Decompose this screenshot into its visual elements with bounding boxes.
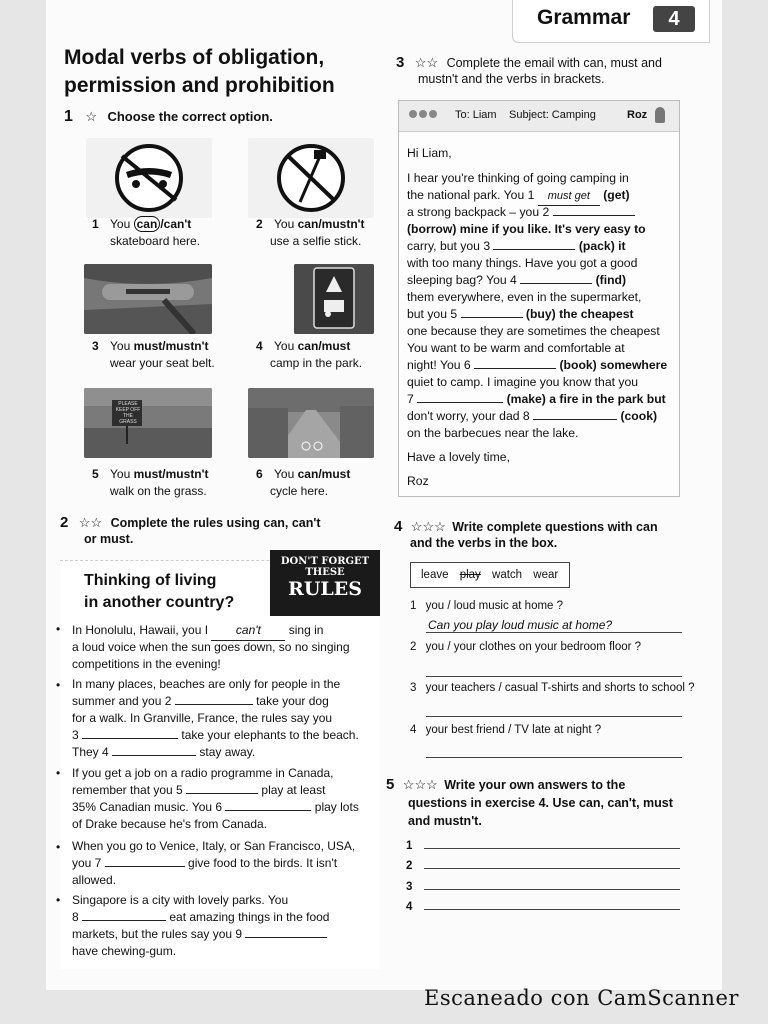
bullet: • <box>56 840 61 854</box>
word-box-item: leave <box>421 569 449 581</box>
rule-text: give food to the birds. It isn't <box>188 856 338 870</box>
ex1-item-6 <box>256 466 406 500</box>
email-greeting: Hi Liam, <box>407 146 452 160</box>
verb-hint: (cook) <box>620 409 658 423</box>
rules-heading-line-1: Thinking of living <box>84 572 217 589</box>
item-number: 1 <box>92 217 99 231</box>
rule-text: 35% Canadian music. You 6 <box>72 800 226 814</box>
exercise-instruction: Choose the correct option. <box>107 109 273 124</box>
rule-text: take your dog <box>256 694 329 708</box>
exercise-number: 4 <box>394 518 403 535</box>
rule-line: of Drake because he's from Canada. <box>72 817 268 831</box>
item-line-2: cycle here. <box>270 484 329 498</box>
word-box-item-used: play <box>459 569 481 581</box>
rules-heading-line-2: in another country? <box>84 594 235 611</box>
email-signature: Roz <box>407 474 429 488</box>
exercise-5-heading <box>386 776 696 830</box>
rule-line: have chewing-gum. <box>72 944 177 958</box>
question-number: 4 <box>410 724 417 736</box>
ex1-item-3 <box>92 338 242 372</box>
email-line-gap-6 <box>407 357 667 374</box>
ex1-item-2 <box>256 216 406 250</box>
ex4-question-4 <box>410 724 601 736</box>
item-text: You <box>274 339 298 353</box>
option-can[interactable]: can <box>297 339 319 353</box>
item-number: 3 <box>92 339 99 353</box>
exercise-3-heading <box>396 54 696 86</box>
separator: / <box>162 467 166 481</box>
rule-text: sing in <box>288 623 324 637</box>
email-line <box>407 221 646 238</box>
email-line: quiet to camp. I imagine you know that you <box>407 375 639 389</box>
rule-line <box>72 744 362 762</box>
option-must[interactable]: must <box>321 339 351 353</box>
answer-line-3[interactable] <box>426 716 682 717</box>
answer-gap-6[interactable] <box>474 368 556 369</box>
rule-gap-7[interactable] <box>105 866 185 867</box>
answer-number: 3 <box>406 881 413 893</box>
ex5-answer-line-3[interactable] <box>424 889 680 890</box>
unit-number-badge: 4 <box>653 6 695 32</box>
question-number: 3 <box>410 682 417 694</box>
rule-text: play at least <box>261 783 326 797</box>
rule-line: allowed. <box>72 873 117 887</box>
page-title <box>64 44 335 100</box>
instruction-line-1: Write complete questions with can <box>452 520 658 534</box>
email-line: You want to be warm and comfortable at <box>407 341 625 355</box>
item-text: You <box>110 339 134 353</box>
item-line-2: skateboard here. <box>110 234 201 248</box>
exercise-number: 3 <box>396 54 405 71</box>
cycle-lane-photo <box>248 388 374 458</box>
option-can[interactable]: can <box>134 216 161 232</box>
rule-text: you 7 <box>72 856 105 870</box>
answer-gap-4[interactable] <box>520 283 592 284</box>
campsite-sign-photo <box>294 264 374 334</box>
separator: / <box>318 467 322 481</box>
no-skateboarding-sign <box>86 138 212 218</box>
answer-line-1[interactable] <box>426 618 682 633</box>
rule-gap-1[interactable]: can't <box>211 622 285 641</box>
email-to: To: Liam <box>455 109 497 121</box>
email-line: with too many things. Have you got a good <box>407 256 638 270</box>
exercise-4-heading <box>394 518 694 550</box>
option-must[interactable]: must <box>133 339 163 353</box>
rule-line <box>72 855 362 873</box>
option-mustnt[interactable]: mustn't <box>321 217 365 231</box>
section-tab <box>512 0 710 43</box>
rule-gap-2[interactable] <box>175 704 253 705</box>
item-number: 4 <box>256 339 263 353</box>
rule-line <box>72 622 362 641</box>
word-box-item: wear <box>533 569 559 581</box>
instruction-line-1: Complete the rules using can, can't <box>110 516 321 530</box>
rule-gap-3[interactable] <box>82 738 178 739</box>
car-ceiling-photo <box>84 264 212 334</box>
email-line: on the barbecues near the lake. <box>407 426 579 440</box>
rule-gap-5[interactable] <box>186 793 258 794</box>
question-prompt: you / loud music at home ? <box>425 600 564 612</box>
title-line-1: Modal verbs of obligation, <box>64 46 325 69</box>
rule-text: summer and you 2 <box>72 694 175 708</box>
verb-hint: (book) somewhere <box>559 358 668 372</box>
question-prompt: you / your clothes on your bedroom floor ? <box>425 641 642 653</box>
rule-text: eat amazing things in the food <box>169 910 330 924</box>
rule-text: stay away. <box>199 745 256 759</box>
separator: / <box>318 217 322 231</box>
scanner-watermark: Escaneado con CamScanner <box>424 986 739 1010</box>
option-can[interactable]: can <box>297 217 319 231</box>
item-line-2: wear your seat belt. <box>110 356 215 370</box>
difficulty-stars: ☆ <box>85 109 98 124</box>
answer-gap-5[interactable] <box>461 317 523 318</box>
rule-line <box>72 926 362 944</box>
answer-number: 4 <box>406 901 413 913</box>
email-text: 7 <box>407 392 418 406</box>
item-line-2: use a selfie stick. <box>270 234 362 248</box>
ex5-answer-line-1[interactable] <box>424 848 680 849</box>
email-line: them everywhere, even in the supermarket, <box>407 290 642 304</box>
ex4-question-2 <box>410 641 641 653</box>
ex5-answer-line-4[interactable] <box>424 909 680 910</box>
answer-gap-7[interactable] <box>417 402 503 403</box>
rule-line <box>72 799 362 817</box>
window-dot-icon <box>429 110 437 118</box>
window-dot-icon <box>409 110 417 118</box>
rule-gap-6[interactable] <box>225 810 311 811</box>
email-text: don't worry, your dad 8 <box>407 409 534 423</box>
ex1-item-4 <box>256 338 406 372</box>
email-line: I hear you're thinking of going camping in <box>407 171 629 185</box>
item-line-2: camp in the park. <box>270 356 363 370</box>
instruction-line-1: Write your own answers to the <box>444 778 626 792</box>
rules-heading <box>84 570 234 614</box>
exercise-2-heading <box>60 514 380 546</box>
instruction-line-2: and the verbs in the box. <box>410 536 558 550</box>
email-line-gap-2 <box>407 204 635 221</box>
instruction-line-2: mustn't and the verbs in brackets. <box>418 72 605 86</box>
rule-line: Singapore is a city with lovely parks. You <box>72 893 289 907</box>
rule-line: for a walk. In Granville, France, the rules say you <box>72 711 333 725</box>
option-can[interactable]: can <box>297 467 319 481</box>
email-text: the national park. You 1 <box>407 188 538 202</box>
title-line-2: permission and prohibition <box>64 74 335 97</box>
email-line: one because they are sometimes the cheapest <box>407 324 660 338</box>
rule-gap-9[interactable] <box>245 937 327 938</box>
email-text: sleeping bag? You 4 <box>407 273 521 287</box>
email-line-gap-4 <box>407 272 626 289</box>
rule-line: competitions in the evening! <box>72 657 221 671</box>
instruction-line-2: questions in exercise 4. Use can, can't, must <box>408 796 673 810</box>
answer-gap-3[interactable] <box>493 249 575 250</box>
ex1-item-1 <box>92 216 242 250</box>
verb-hint: (pack) it <box>578 239 626 253</box>
badge-line-1: DON'T FORGET <box>280 556 370 567</box>
option-mustnt[interactable]: mustn't <box>165 339 209 353</box>
item-text: You <box>110 217 134 231</box>
exercise-1-heading <box>64 108 273 126</box>
answer-gap-8[interactable] <box>533 419 617 420</box>
difficulty-stars: ☆☆☆ <box>410 519 446 534</box>
item-number: 5 <box>92 467 99 481</box>
answer-number: 2 <box>406 860 413 872</box>
rule-gap-8[interactable] <box>82 920 166 921</box>
ex4-question-3 <box>410 682 695 694</box>
difficulty-stars: ☆☆ <box>78 515 103 530</box>
answer-line-2[interactable] <box>426 676 682 677</box>
badge-line-2: THESE <box>305 567 345 578</box>
rule-text: play lots <box>314 800 359 814</box>
avatar-icon <box>655 107 665 123</box>
rule-text: They 4 <box>72 745 113 759</box>
section-title: Grammar <box>537 6 631 29</box>
rule-text: remember that you 5 <box>72 783 187 797</box>
separator: / <box>160 217 164 231</box>
rule-line <box>72 727 362 745</box>
email-text: (borrow) mine if you like. It's very easy to <box>407 222 646 236</box>
answer-gap-2[interactable] <box>553 215 635 216</box>
keep-off-grass-sign-text: PLEASE KEEP OFF THE GRASS <box>115 401 141 425</box>
no-selfie-stick-sign <box>248 138 374 218</box>
rule-line <box>72 693 362 711</box>
verb-hint: (make) a fire in the park but <box>506 392 666 406</box>
item-line-2: walk on the grass. <box>110 484 207 498</box>
answer-gap-1[interactable]: must get <box>538 188 600 206</box>
bullet: • <box>56 893 61 907</box>
ex4-question-1 <box>410 600 563 612</box>
separator: / <box>162 339 166 353</box>
rule-line <box>72 909 362 927</box>
item-number: 2 <box>256 217 263 231</box>
ex1-item-5 <box>92 466 242 500</box>
verb-hint: (find) <box>595 273 627 287</box>
word-box-item: watch <box>492 569 523 581</box>
email-line-gap-5 <box>407 306 634 323</box>
option-must[interactable]: must <box>321 467 351 481</box>
ex5-answer-line-2[interactable] <box>424 868 680 869</box>
instruction-line-1: Complete the email with can, must and <box>446 56 662 70</box>
option-cant[interactable]: can't <box>163 217 192 231</box>
email-header <box>399 101 679 132</box>
question-number: 1 <box>410 600 417 612</box>
option-must[interactable]: must <box>133 467 163 481</box>
item-text: You <box>110 467 134 481</box>
question-prompt: your teachers / casual T-shirts and shorts to school ? <box>425 682 695 694</box>
window-dot-icon <box>419 110 427 118</box>
bullet: • <box>56 622 61 636</box>
rule-text: In Honolulu, Hawaii, you I <box>72 623 212 637</box>
exercise-number: 1 <box>64 108 73 125</box>
exercise-number: 2 <box>60 514 69 531</box>
email-text: carry, but you 3 <box>407 239 494 253</box>
item-text: You <box>274 217 298 231</box>
rule-line: When you go to Venice, Italy, or San Francisco, USA, <box>72 839 356 853</box>
rule-text: take your elephants to the beach. <box>181 728 359 742</box>
option-mustnt[interactable]: mustn't <box>165 467 209 481</box>
rule-text: 8 <box>72 910 83 924</box>
rule-text: markets, but the rules say you 9 <box>72 927 246 941</box>
difficulty-stars: ☆☆ <box>414 55 439 70</box>
question-prompt: your best friend / TV late at night ? <box>425 724 602 736</box>
rule-line: If you get a job on a radio programme in Canada, <box>72 766 334 780</box>
dont-forget-badge <box>270 550 380 616</box>
instruction-line-3: and mustn't. <box>408 814 482 828</box>
separator: / <box>318 339 322 353</box>
item-number: 6 <box>256 467 263 481</box>
answer-text: Can you play loud music at home? <box>428 618 613 632</box>
difficulty-stars: ☆☆☆ <box>402 777 438 792</box>
keep-off-grass-photo <box>84 388 212 458</box>
email-from: Roz <box>627 109 648 121</box>
word-box <box>410 562 570 588</box>
bullet: • <box>56 678 61 692</box>
verb-hint: (buy) the cheapest <box>525 307 634 321</box>
email-text: night! You 6 <box>407 358 475 372</box>
question-number: 2 <box>410 641 417 653</box>
rule-line <box>72 782 362 800</box>
email-line-gap-3 <box>407 238 626 255</box>
instruction-line-2: or must. <box>84 532 134 546</box>
answer-number: 1 <box>406 840 413 852</box>
rule-line: a loud voice when the sun goes down, so no singing <box>72 640 350 654</box>
answer-line-4[interactable] <box>426 757 682 758</box>
exercise-number: 5 <box>386 776 395 793</box>
email-window <box>398 100 680 497</box>
bullet: • <box>56 766 61 780</box>
email-text: but you 5 <box>407 307 461 321</box>
email-line-gap-7 <box>407 391 666 408</box>
rule-gap-4[interactable] <box>112 755 196 756</box>
email-subject: Subject: Camping <box>509 109 596 121</box>
rule-text: 3 <box>72 728 83 742</box>
item-text: You <box>274 467 298 481</box>
email-text: a strong backpack – you 2 <box>407 205 553 219</box>
badge-line-3: RULES <box>288 578 362 600</box>
email-closing: Have a lovely time, <box>407 450 510 464</box>
rule-line: In many places, beaches are only for people in the <box>72 677 341 691</box>
verb-hint: (get) <box>603 188 630 202</box>
email-line-gap-8 <box>407 408 657 425</box>
